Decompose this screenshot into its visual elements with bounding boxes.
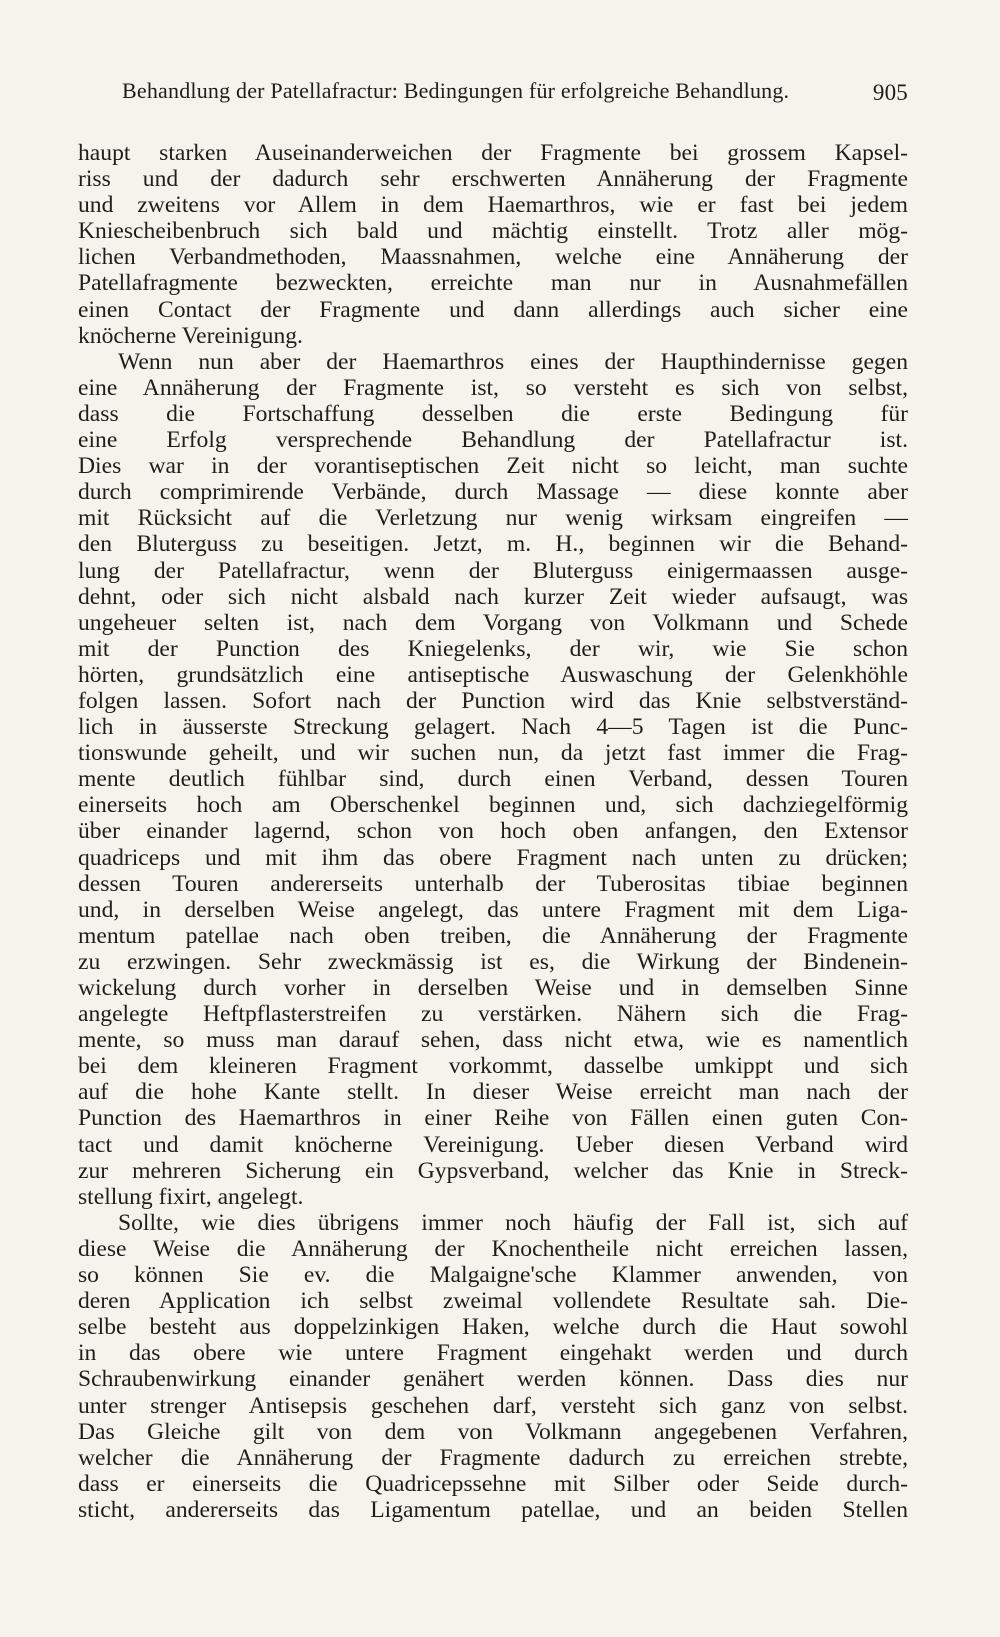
text-line: diese Weise die Annäherung der Knochentheile nicht erreichen lassen, (78, 1235, 908, 1262)
text-line: dass er einerseits die Quadricepssehne mit Silber oder Seide durch- (78, 1470, 908, 1497)
running-head (122, 78, 908, 104)
text-line: selbe besteht aus doppelzinkigen Haken, welche durch die Haut sowohl (78, 1314, 908, 1341)
page-number: 905 (872, 80, 908, 105)
text-line: durch comprimirende Verbände, durch Massage — diese konnte aber (78, 479, 908, 506)
text-line: einerseits hoch am Oberschenkel beginnen und, sich dachziegelförmig (78, 792, 908, 819)
text-line: stellung fixirt, angelegt. (78, 1183, 304, 1210)
text-line: und, in derselben Weise angelegt, das untere Fragment mit dem Liga- (78, 896, 908, 923)
text-line: mit Rücksicht auf die Verletzung nur wenig wirksam eingreifen — (78, 505, 908, 532)
text-line: unter strenger Antisepsis geschehen darf, versteht sich ganz von selbst. (78, 1392, 908, 1419)
text-line: eine Erfolg versprechende Behandlung der Patellafractur ist. (78, 427, 908, 454)
text-line: Wenn nun aber der Haemarthros eines der Haupthindernisse gegen (118, 348, 908, 375)
running-title: Behandlung der Patellafractur: Bedingungen für erfolgreiche Behandlung. (122, 78, 790, 103)
text-line: auf die hohe Kante stellt. In dieser Weise erreicht man nach der (78, 1079, 908, 1106)
text-line: dessen Touren andererseits unterhalb der Tuberositas tibiae beginnen (78, 870, 908, 897)
text-line: wickelung durch vorher in derselben Weise und in demselben Sinne (78, 975, 908, 1001)
text-line: Punction des Haemarthros in einer Reihe von Fällen einen guten Con- (78, 1105, 908, 1132)
text-line: mente, so muss man darauf sehen, dass nicht etwa, wie es namentlich (78, 1027, 908, 1054)
text-line: tionswunde geheilt, und wir suchen nun, da jetzt fast immer die Frag- (78, 740, 908, 767)
text-line: in das obere wie untere Fragment eingehakt werden und durch (78, 1340, 908, 1367)
text-line: angelegte Heftpflasterstreifen zu verstärken. Nähern sich die Frag- (78, 1001, 908, 1028)
text-line: sticht, andererseits das Ligamentum patellae, und an beiden Stellen (78, 1496, 908, 1523)
text-line: lich in äusserste Streckung gelagert. Nach 4—5 Tagen ist die Punc- (78, 714, 908, 741)
text-line: lung der Patellafractur, wenn der Bluterguss einigermaassen ausge- (78, 557, 908, 584)
text-line: den Bluterguss zu beseitigen. Jetzt, m. H., beginnen wir die Behand- (78, 531, 908, 558)
text-line: welcher die Annäherung der Fragmente dadurch zu erreichen strebte, (78, 1444, 908, 1471)
text-line: eine Annäherung der Fragmente ist, so versteht es sich von selbst, (78, 374, 908, 401)
text-line: Schraubenwirkung einander genähert werden können. Dass dies nur (78, 1366, 908, 1393)
text-line: folgen lassen. Sofort nach der Punction wird das Knie selbstverständ- (78, 687, 908, 714)
text-line: ungeheuer selten ist, nach dem Vorgang von Volkmann und Schede (78, 609, 908, 636)
text-line: tact und damit knöcherne Vereinigung. Ueber diesen Verband wird (78, 1131, 908, 1158)
text-line: dass die Fortschaffung desselben die erste Bedingung für (78, 400, 908, 427)
text-line: dehnt, oder sich nicht alsbald nach kurzer Zeit wieder aufsaugt, was (78, 583, 908, 610)
text-line: Patellafragmente bezweckten, erreichte man nur in Ausnahmefällen (78, 270, 908, 297)
text-line: lichen Verbandmethoden, Maassnahmen, welche eine Annäherung der (78, 244, 908, 271)
text-line: haupt starken Auseinanderweichen der Fragmente bei grossem Kapsel- (78, 140, 908, 166)
text-line: und zweitens vor Allem in dem Haemarthros, wie er fast bei jedem (78, 192, 908, 219)
text-line: mente deutlich fühlbar sind, durch einen Verband, dessen Touren (78, 766, 908, 793)
text-line: knöcherne Vereinigung. (78, 322, 303, 349)
text-line: hörten, grundsätzlich eine antiseptische Auswaschung der Gelenkhöhle (78, 661, 908, 688)
text-line: quadriceps und mit ihm das obere Fragment nach unten zu drücken; (78, 844, 908, 871)
text-line: einen Contact der Fragmente und dann allerdings auch sicher eine (78, 296, 908, 323)
text-line: Das Gleiche gilt von dem von Volkmann angegebenen Verfahren, (78, 1418, 908, 1445)
text-line: Sollte, wie dies übrigens immer noch häufig der Fall ist, sich auf (118, 1209, 908, 1236)
text-line: riss und der dadurch sehr erschwerten Annäherung der Fragmente (78, 166, 908, 193)
text-line: zu erzwingen. Sehr zweckmässig ist es, die Wirkung der Bindenein- (78, 948, 908, 975)
text-line: deren Application ich selbst zweimal vollendete Resultate sah. Die- (78, 1288, 908, 1315)
text-line: zur mehreren Sicherung ein Gypsverband, welcher das Knie in Streck- (78, 1157, 908, 1184)
body-text (78, 140, 908, 1523)
text-line: Kniescheibenbruch sich bald und mächtig einstellt. Trotz aller mög- (78, 218, 908, 245)
text-line: so können Sie ev. die Malgaigne'sche Klammer anwenden, von (78, 1262, 908, 1289)
text-line: mentum patellae nach oben treiben, die Annäherung der Fragmente (78, 922, 908, 949)
text-line: mit der Punction des Kniegelenks, der wir, wie Sie schon (78, 635, 908, 662)
text-line: Dies war in der vorantiseptischen Zeit nicht so leicht, man suchte (78, 453, 908, 480)
text-line: bei dem kleineren Fragment vorkommt, dasselbe umkippt und sich (78, 1053, 908, 1080)
text-line: über einander lagernd, schon von hoch oben anfangen, den Extensor (78, 818, 908, 845)
